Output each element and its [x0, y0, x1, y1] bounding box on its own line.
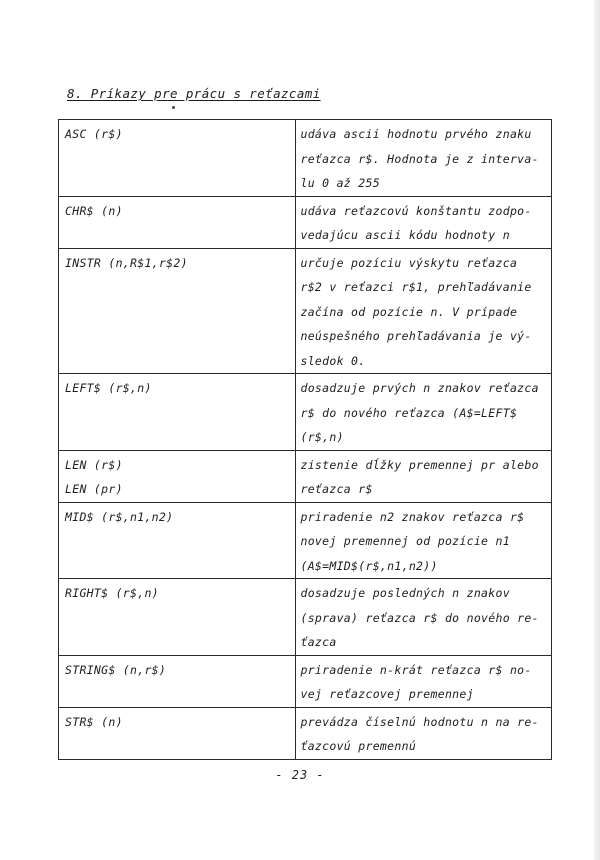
command-cell	[59, 450, 296, 502]
command-cell	[59, 248, 296, 374]
description-cell	[296, 579, 552, 656]
description-line: zistenie dĺžky premennej pr alebo	[300, 457, 539, 472]
table-row	[59, 248, 552, 374]
description-line: vedajúcu ascii kódu hodnoty n	[300, 228, 510, 242]
command-text: INSTR (n,R$1,r$2)	[65, 255, 188, 270]
command-text: STRING$ (n,r$)	[65, 662, 167, 677]
table-row	[59, 579, 552, 656]
table-row	[59, 196, 552, 248]
table-row	[59, 707, 552, 759]
description-cell	[296, 196, 552, 248]
description-line: reťazca r$. Hodnota je z interva-	[300, 151, 539, 166]
description-cell	[296, 248, 552, 374]
section-heading: 8. Príkazy pre prácu s reťazcami	[67, 86, 321, 101]
description-cell	[296, 502, 552, 579]
description-line: (r$,n)	[300, 430, 344, 444]
description-cell	[296, 374, 552, 451]
description-line: priradenie n2 znakov reťazca r$	[300, 509, 525, 524]
description-line: dosadzuje posledných n znakov	[300, 586, 510, 600]
command-text: LEN (pr)	[65, 482, 123, 496]
description-line: prevádza číselnú hodnotu n na re-	[300, 714, 539, 729]
ink-dot	[172, 106, 175, 109]
command-cell	[59, 707, 296, 759]
description-cell	[296, 120, 552, 197]
command-text: ASC (r$)	[65, 127, 123, 141]
description-line: udáva reťazcovú konštantu zodpo-	[300, 203, 532, 218]
description-cell	[296, 707, 552, 759]
command-text: MID$ (r$,n1,n2)	[65, 509, 174, 524]
command-cell	[59, 655, 296, 707]
description-line: (A$=MID$(r$,n1,n2))	[300, 558, 438, 573]
command-cell	[59, 579, 296, 656]
description-line: sledok 0.	[300, 353, 366, 368]
paper-edge	[594, 0, 600, 860]
table-row	[59, 450, 552, 502]
command-text: LEFT$ (r$,n)	[65, 381, 152, 395]
description-line: r$2 v reťazci r$1, prehľadávanie	[300, 280, 532, 294]
description-line: lu 0 až 255	[300, 176, 380, 190]
description-line: ťazca	[300, 635, 337, 649]
description-line: (sprava) reťazca r$ do nového re-	[300, 610, 539, 625]
command-text: LEN (r$)	[65, 457, 123, 472]
description-line: určuje pozíciu výskytu reťazca	[300, 255, 518, 270]
description-line: udáva ascii hodnotu prvého znaku	[300, 127, 532, 141]
command-cell	[59, 374, 296, 451]
command-cell	[59, 120, 296, 197]
description-line: r$ do nového reťazca (A$=LEFT$	[300, 405, 518, 420]
description-line: novej premennej od pozície n1	[300, 534, 510, 548]
command-text: STR$ (n)	[65, 714, 123, 729]
table-row	[59, 655, 552, 707]
description-line: reťazca r$	[300, 482, 373, 496]
string-commands-table	[58, 119, 552, 760]
command-cell	[59, 196, 296, 248]
description-line: ťazcovú premennú	[300, 739, 417, 753]
table-row	[59, 502, 552, 579]
command-cell	[59, 502, 296, 579]
description-line: neúspešného prehľadávania je vý-	[300, 329, 532, 343]
description-cell	[296, 450, 552, 502]
description-line: vej reťazcovej premennej	[300, 687, 474, 701]
command-text: RIGHT$ (r$,n)	[65, 586, 159, 600]
page-number: - 23 -	[275, 768, 325, 782]
table-row	[59, 374, 552, 451]
table-row	[59, 120, 552, 197]
description-cell	[296, 655, 552, 707]
description-line: priradenie n-krát reťazca r$ no-	[300, 662, 532, 677]
description-line: dosadzuje prvých n znakov reťazca	[300, 381, 539, 395]
description-line: začína od pozície n. V prípade	[300, 304, 518, 319]
command-text: CHR$ (n)	[65, 203, 123, 218]
